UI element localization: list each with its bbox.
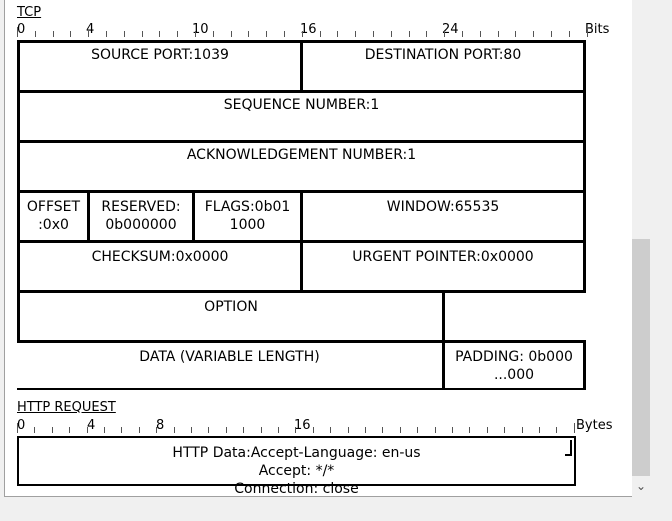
flags-label: FLAGS:0b01 1000 bbox=[204, 199, 291, 233]
acknowledgement-number-field bbox=[17, 140, 586, 190]
destination-port-field bbox=[300, 40, 586, 90]
ruler-label-4: 4 bbox=[86, 22, 95, 37]
acknowledgement-number-label: ACKNOWLEDGEMENT NUMBER:1 bbox=[186, 147, 417, 163]
padding-field bbox=[442, 340, 586, 390]
http-data-line-2: Accept: */* bbox=[258, 463, 335, 479]
data-field bbox=[17, 340, 442, 390]
sequence-number-field bbox=[17, 90, 586, 140]
http-box-resize-handle bbox=[565, 440, 572, 456]
http-ruler-label-8: 8 bbox=[156, 418, 165, 433]
tcp-section-title: TCP bbox=[17, 5, 42, 20]
http-ruler-label-0: 0 bbox=[17, 418, 26, 433]
offset-field bbox=[17, 190, 87, 240]
tcp-ruler-ticks bbox=[17, 25, 597, 39]
flags-field bbox=[192, 190, 300, 240]
http-ruler-label-16: 16 bbox=[294, 418, 311, 433]
offset-label: OFFSET :0x0 bbox=[26, 199, 81, 233]
chevron-up-icon[interactable] bbox=[632, 0, 650, 17]
data-label: DATA (VARIABLE LENGTH) bbox=[139, 349, 320, 365]
scrollbar-thumb[interactable] bbox=[632, 239, 650, 476]
checksum-label: CHECKSUM:0x0000 bbox=[91, 249, 229, 265]
tcp-header-fields bbox=[17, 40, 587, 392]
http-data-line-3: Connection: close bbox=[234, 481, 359, 497]
window-field bbox=[300, 190, 586, 240]
ruler-label-0: 0 bbox=[17, 22, 26, 37]
option-field bbox=[17, 290, 442, 340]
urgent-pointer-label: URGENT POINTER:0x0000 bbox=[352, 249, 534, 265]
ruler-unit: Bits bbox=[585, 22, 610, 37]
window-label: WINDOW:65535 bbox=[386, 199, 500, 215]
fields-bottom-border bbox=[17, 388, 586, 390]
reserved-label: RESERVED: 0b000000 bbox=[101, 199, 181, 233]
option-label: OPTION bbox=[204, 299, 258, 315]
source-port-label: SOURCE PORT:1039 bbox=[91, 47, 229, 63]
http-data-line-1: HTTP Data:Accept-Language: en-us bbox=[172, 445, 421, 461]
ruler-label-10: 10 bbox=[192, 22, 209, 37]
padding-label: PADDING: 0b000 ...000 bbox=[455, 349, 573, 383]
http-data-box[interactable] bbox=[17, 436, 576, 497]
checksum-field bbox=[17, 240, 300, 290]
destination-port-label: DESTINATION PORT:80 bbox=[364, 47, 522, 63]
chevron-down-icon[interactable]: ⌄ bbox=[635, 479, 647, 493]
urgent-pointer-field bbox=[300, 240, 586, 290]
http-ruler-ticks bbox=[17, 421, 579, 435]
ruler-label-16: 16 bbox=[300, 22, 317, 37]
vertical-scrollbar[interactable] bbox=[632, 0, 650, 496]
ruler-label-24: 24 bbox=[442, 22, 459, 37]
pdu-detail-panel bbox=[4, 0, 632, 497]
http-ruler-label-4: 4 bbox=[87, 418, 96, 433]
reserved-field bbox=[87, 190, 192, 240]
option-padding-field bbox=[442, 290, 586, 340]
http-section-title: HTTP REQUEST bbox=[17, 400, 116, 415]
sequence-number-label: SEQUENCE NUMBER:1 bbox=[223, 97, 380, 113]
http-ruler-unit: Bytes bbox=[576, 418, 613, 433]
source-port-field bbox=[17, 40, 300, 90]
